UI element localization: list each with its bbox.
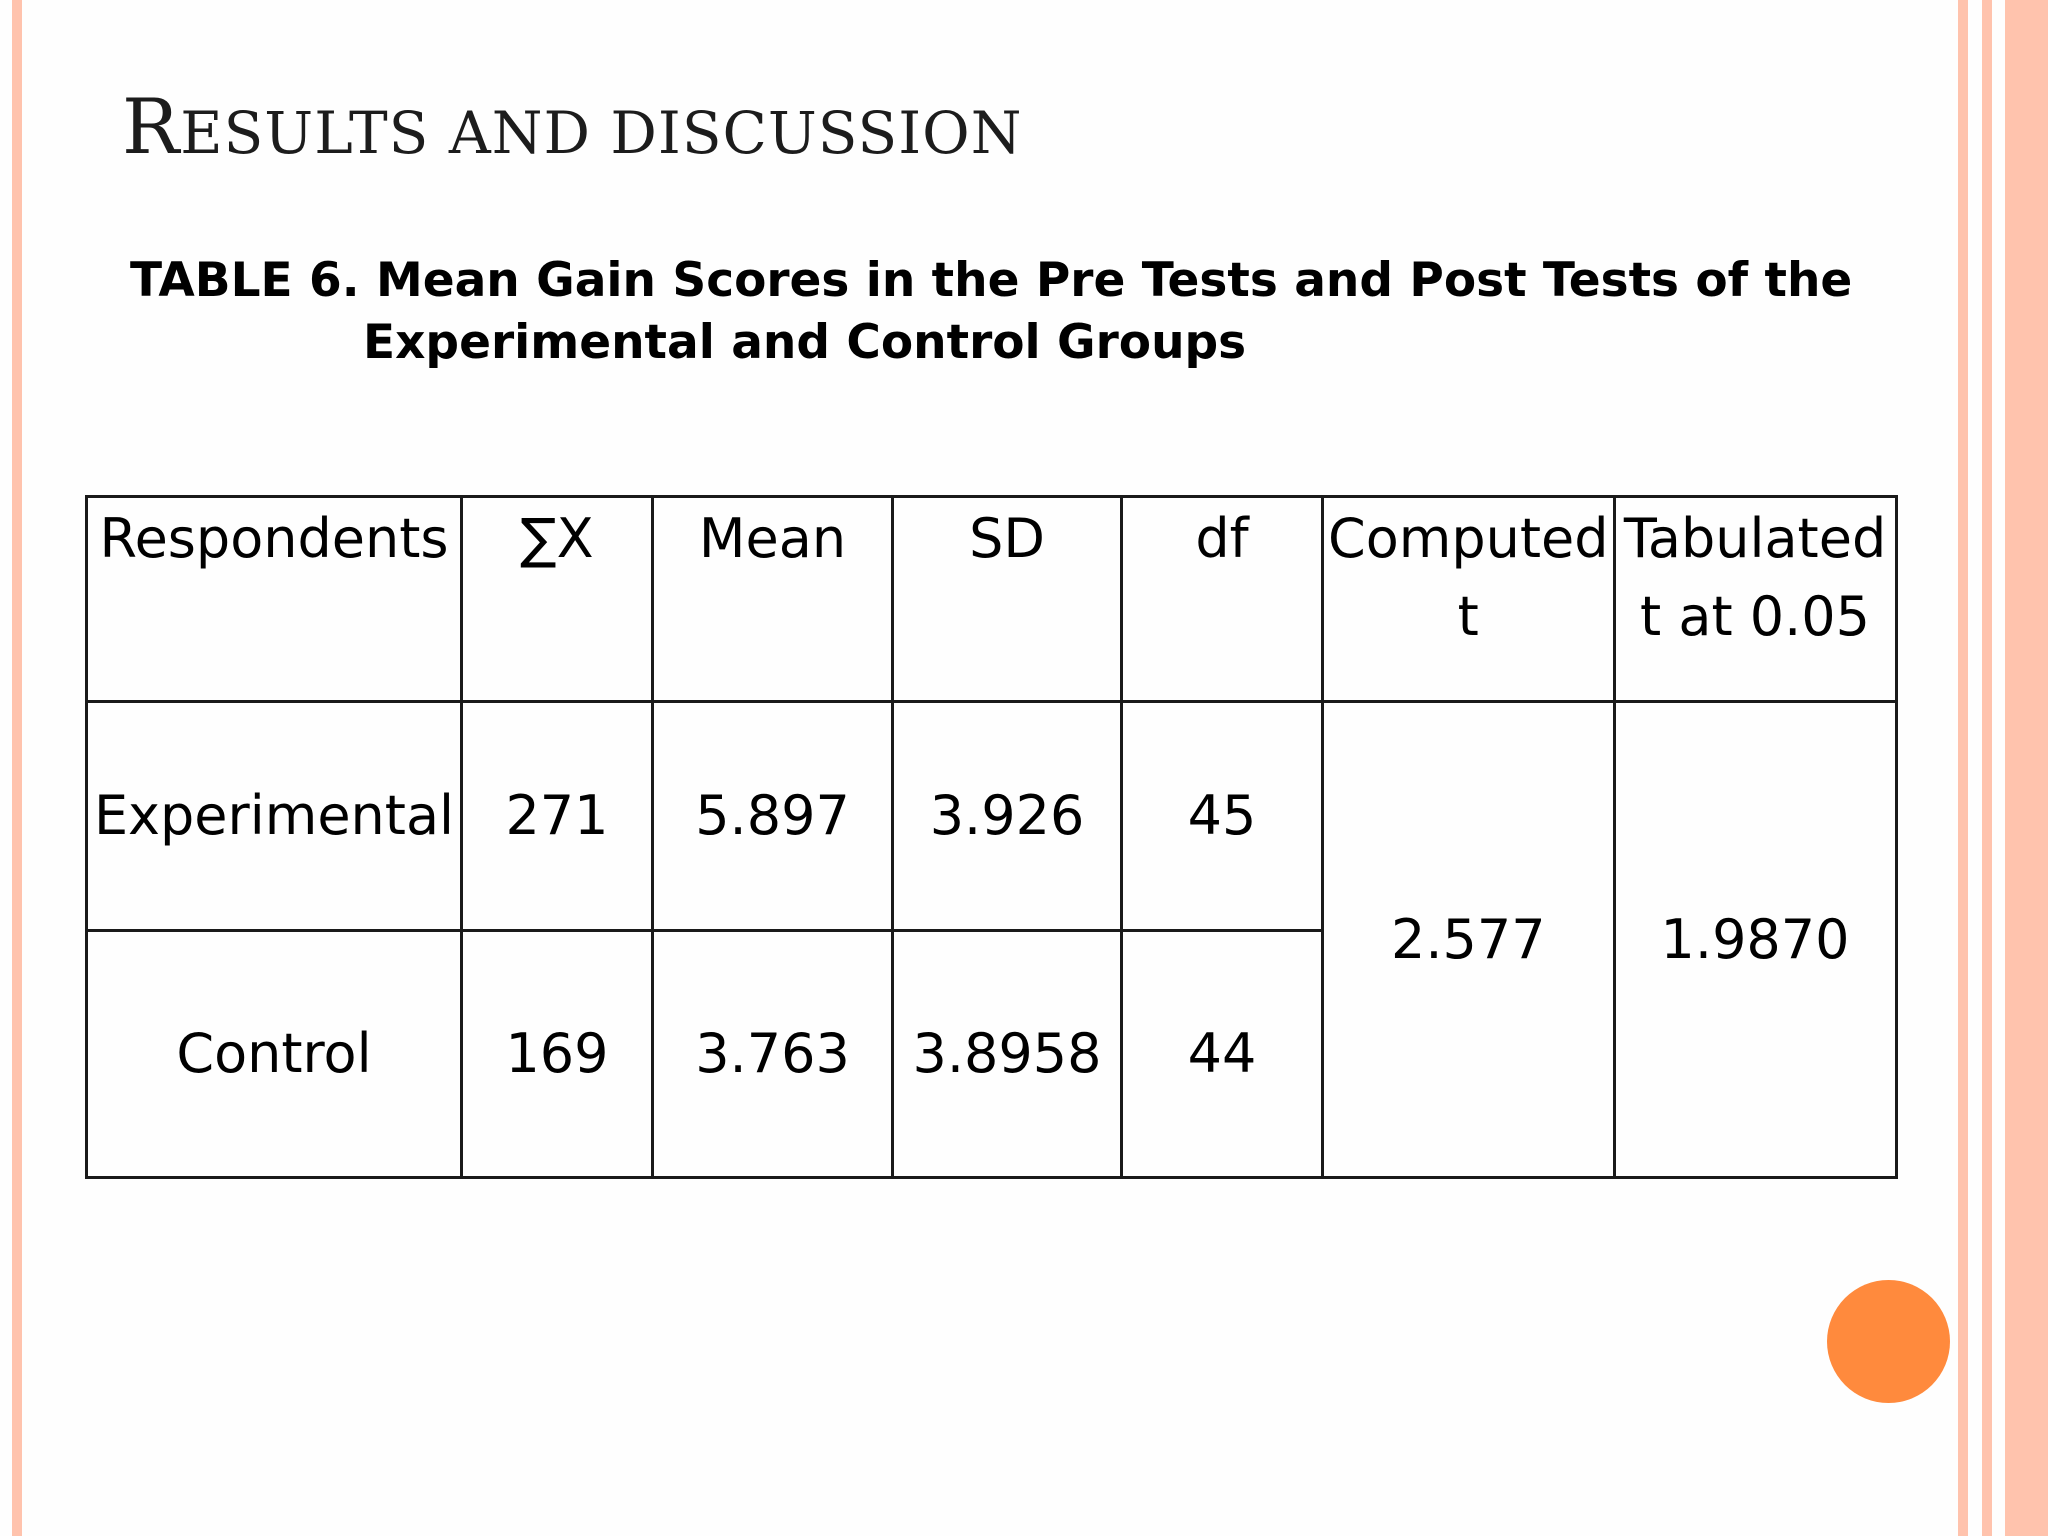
left-border-stripe bbox=[12, 0, 22, 1536]
table-header-row bbox=[87, 497, 1897, 702]
cell-respondent: Control bbox=[87, 931, 462, 1178]
cell-tabulated-t: 1.9870 bbox=[1614, 702, 1896, 1178]
table-caption bbox=[130, 250, 1890, 374]
table-caption-line-1: TABLE 6. Mean Gain Scores in the Pre Tests and Post Tests of the bbox=[130, 253, 1853, 308]
right-border-stripe-outer bbox=[2005, 0, 2048, 1536]
slide-title-rest: ESULTS AND DISCUSSION bbox=[180, 99, 1023, 167]
table-row-experimental bbox=[87, 702, 1897, 931]
cell-mean: 3.763 bbox=[653, 931, 893, 1178]
cell-sum-x: 271 bbox=[462, 702, 653, 931]
cell-respondent: Experimental bbox=[87, 702, 462, 931]
cell-mean: 5.897 bbox=[653, 702, 893, 931]
cell-df: 45 bbox=[1122, 702, 1323, 931]
right-border-stripe-inner bbox=[1958, 0, 1968, 1536]
cell-sd: 3.8958 bbox=[893, 931, 1122, 1178]
cell-sd: 3.926 bbox=[893, 702, 1122, 931]
header-tabulated-t bbox=[1614, 497, 1896, 702]
header-tabulated-t-line-2: t at 0.05 bbox=[1640, 585, 1871, 648]
header-sd: SD bbox=[893, 497, 1122, 702]
cell-computed-t: 2.577 bbox=[1323, 702, 1615, 1178]
mean-gain-scores-table bbox=[85, 495, 1898, 1179]
header-df: df bbox=[1122, 497, 1323, 702]
header-computed-t bbox=[1323, 497, 1615, 702]
cell-df: 44 bbox=[1122, 931, 1323, 1178]
slide-title-capital: R bbox=[122, 82, 181, 171]
decorative-orange-circle bbox=[1827, 1280, 1950, 1403]
header-sum-x: ∑X bbox=[462, 497, 653, 702]
header-respondents: Respondents bbox=[87, 497, 462, 702]
table-caption-line-2: Experimental and Control Groups bbox=[363, 315, 1247, 370]
header-mean: Mean bbox=[653, 497, 893, 702]
header-computed-t-line-1: Computed bbox=[1328, 507, 1609, 570]
header-computed-t-line-2: t bbox=[1457, 585, 1479, 648]
slide-title bbox=[122, 82, 1022, 171]
right-border-stripe-middle bbox=[1982, 0, 1992, 1536]
cell-sum-x: 169 bbox=[462, 931, 653, 1178]
header-tabulated-t-line-1: Tabulated bbox=[1623, 507, 1887, 570]
